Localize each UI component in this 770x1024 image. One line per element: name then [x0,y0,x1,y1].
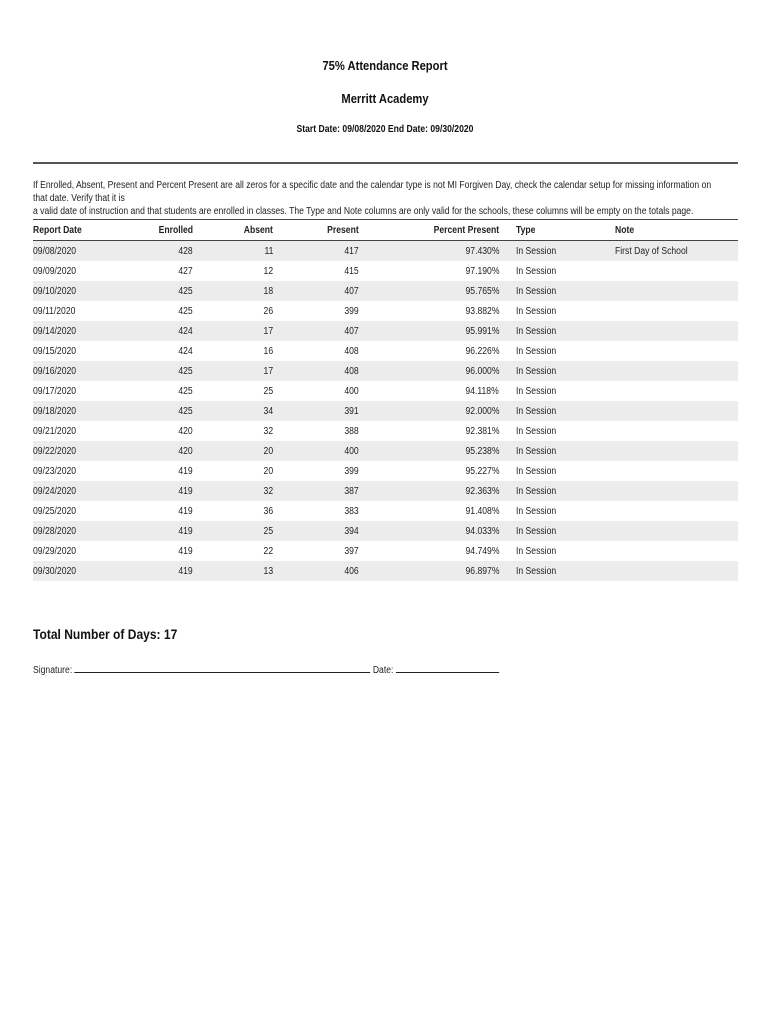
cell-report-date: 09/24/2020 [33,481,125,501]
cell-percent-present: 95.238% [359,441,499,461]
cell-percent-present: 96.897% [359,561,499,581]
cell-enrolled: 419 [178,545,193,557]
date-label: Date: [372,665,394,676]
cell-report-date: 09/16/2020 [33,361,125,381]
cell-type: In Session [499,241,615,262]
cell-note [615,501,738,521]
cell-type: In Session [499,401,615,421]
cell-present: 407 [273,321,359,341]
cell-percent-present: 97.190% [465,265,499,277]
cell-absent: 22 [263,545,273,557]
cell-type: In Session [499,441,615,461]
cell-report-date: 09/28/2020 [33,521,125,541]
report-title: 75% Attendance Report [322,58,448,73]
cell-note [615,301,738,321]
cell-type: In Session [516,345,557,357]
attendance-table [33,221,738,581]
cell-present: 383 [344,505,359,517]
cell-type: In Session [516,545,557,557]
cell-enrolled: 425 [125,281,193,301]
cell-present: 406 [273,561,359,581]
cell-enrolled: 420 [125,441,193,461]
cell-percent-present: 92.381% [465,425,499,437]
table-row [33,281,738,301]
cell-percent-present: 92.000% [359,401,499,421]
cell-enrolled: 419 [178,505,193,517]
cell-note [615,441,738,461]
cell-report-date: 09/25/2020 [33,505,77,517]
cell-percent-present: 92.363% [359,481,499,501]
cell-report-date: 09/18/2020 [33,401,125,421]
cell-note [615,561,738,581]
cell-report-date: 09/10/2020 [33,281,125,301]
col-header-present: Present [273,221,359,241]
cell-percent-present: 96.000% [359,361,499,381]
cell-report-date: 09/22/2020 [33,441,125,461]
cell-report-date: 09/08/2020 [33,241,125,262]
cell-percent-present: 94.749% [465,545,499,557]
cell-absent: 20 [263,465,273,477]
notice-line: If Enrolled, Absent, Present and Percent Present are all zeros for a specific date and the calendar type is not MI Forgiven Day, check the calendar setup for missing information on that date. Verify that it is [33,180,712,204]
cell-note [615,321,738,341]
cell-absent: 11 [193,241,273,262]
cell-present: 387 [273,481,359,501]
school-name: Merritt Academy [341,91,429,106]
cell-report-date: 09/15/2020 [33,345,77,357]
cell-present: 407 [273,281,359,301]
cell-absent: 18 [193,281,273,301]
table-body [33,241,738,582]
col-header-enrolled: Enrolled [125,221,193,241]
cell-report-date: 09/09/2020 [33,265,77,277]
cell-type: In Session [499,281,615,301]
cell-absent: 17 [193,361,273,381]
cell-enrolled: 424 [178,345,193,357]
cell-type: In Session [516,265,557,277]
table-row [33,561,738,581]
cell-type: In Session [516,505,557,517]
cell-type: In Session [499,521,615,541]
cell-absent: 16 [263,345,273,357]
cell-absent: 34 [193,401,273,421]
cell-percent-present: 94.118% [465,385,499,397]
table-row [33,381,738,401]
cell-type: In Session [516,305,557,317]
cell-report-date: 09/23/2020 [33,465,77,477]
table-row [33,461,738,481]
cell-report-date: 09/21/2020 [33,425,77,437]
cell-note [615,541,738,561]
col-header-absent: Absent [193,221,273,241]
signature-blank [75,662,371,673]
cell-absent: 13 [193,561,273,581]
cell-type: In Session [499,561,615,581]
table-row [33,261,738,281]
cell-note [615,261,738,281]
cell-type: In Session [499,361,615,381]
cell-present: 417 [273,241,359,262]
table-row [33,521,738,541]
cell-absent: 32 [263,425,273,437]
cell-enrolled: 419 [125,561,193,581]
table-row [33,501,738,521]
table-row [33,321,738,341]
cell-percent-present: 97.430% [359,241,499,262]
cell-enrolled: 419 [125,521,193,541]
cell-present: 394 [273,521,359,541]
total-days: Total Number of Days: 17 [33,626,178,642]
cell-type: In Session [499,481,615,501]
cell-note [615,421,738,441]
cell-absent: 12 [263,265,273,277]
cell-present: 399 [344,305,359,317]
cell-absent: 20 [193,441,273,461]
cell-present: 388 [344,425,359,437]
notice-line: a valid date of instruction and that students are enrolled in classes. The Type and Note columns are only valid for the schools, these columns will be empty on the totals page. [33,206,694,217]
col-header-type: Type [499,221,615,241]
cell-percent-present: 94.033% [359,521,499,541]
table-row [33,401,738,421]
cell-report-date: 09/30/2020 [33,561,125,581]
cell-percent-present: 96.226% [465,345,499,357]
table-row [33,481,738,501]
cell-enrolled: 419 [178,465,193,477]
signature-label: Signature: [33,665,73,676]
cell-absent: 32 [193,481,273,501]
cell-report-date: 09/11/2020 [33,305,76,317]
cell-percent-present: 95.991% [359,321,499,341]
cell-type: In Session [516,385,557,397]
cell-present: 399 [344,465,359,477]
header-divider [33,162,738,164]
cell-type: In Session [499,321,615,341]
cell-percent-present: 95.227% [465,465,499,477]
table-top-rule [33,219,738,220]
cell-percent-present: 95.765% [359,281,499,301]
cell-percent-present: 91.408% [465,505,499,517]
cell-absent: 25 [263,385,273,397]
cell-report-date: 09/17/2020 [33,385,77,397]
cell-enrolled: 427 [178,265,193,277]
cell-enrolled: 425 [125,361,193,381]
cell-note [615,461,738,481]
table-row [33,441,738,461]
cell-note [615,361,738,381]
table-row [33,361,738,381]
table-row [33,301,738,321]
cell-enrolled: 425 [125,401,193,421]
table-row [33,421,738,441]
cell-note [615,481,738,501]
cell-absent: 17 [193,321,273,341]
cell-enrolled: 428 [125,241,193,262]
table-header-row [33,221,738,241]
cell-enrolled: 424 [125,321,193,341]
cell-enrolled: 419 [125,481,193,501]
cell-note [615,521,738,541]
cell-enrolled: 425 [178,385,193,397]
cell-report-date: 09/14/2020 [33,321,125,341]
cell-note [615,281,738,301]
col-header-note: Note [615,221,738,241]
cell-percent-present: 93.882% [465,305,499,317]
cell-present: 391 [273,401,359,421]
cell-absent: 36 [263,505,273,517]
cell-present: 408 [273,361,359,381]
table-row [33,541,738,561]
cell-note [615,341,738,361]
cell-present: 397 [344,545,359,557]
cell-note [615,401,738,421]
cell-type: In Session [516,465,557,477]
cell-absent: 25 [193,521,273,541]
signature-line [33,662,499,676]
table-row [33,341,738,361]
cell-enrolled: 420 [178,425,193,437]
cell-enrolled: 425 [178,305,193,317]
cell-note: First Day of School [615,241,738,262]
cell-absent: 26 [263,305,273,317]
cell-type: In Session [516,425,557,437]
date-range: Start Date: 09/08/2020 End Date: 09/30/2020 [296,124,474,135]
date-blank [396,662,499,673]
table-row [33,241,738,262]
col-header-percent-present: Percent Present [359,221,499,241]
cell-present: 400 [273,441,359,461]
cell-present: 408 [344,345,359,357]
cell-present: 415 [344,265,359,277]
cell-report-date: 09/29/2020 [33,545,77,557]
instructions-notice [33,179,721,218]
col-header-report-date: Report Date [33,221,125,241]
cell-present: 400 [344,385,359,397]
cell-note [615,381,738,401]
